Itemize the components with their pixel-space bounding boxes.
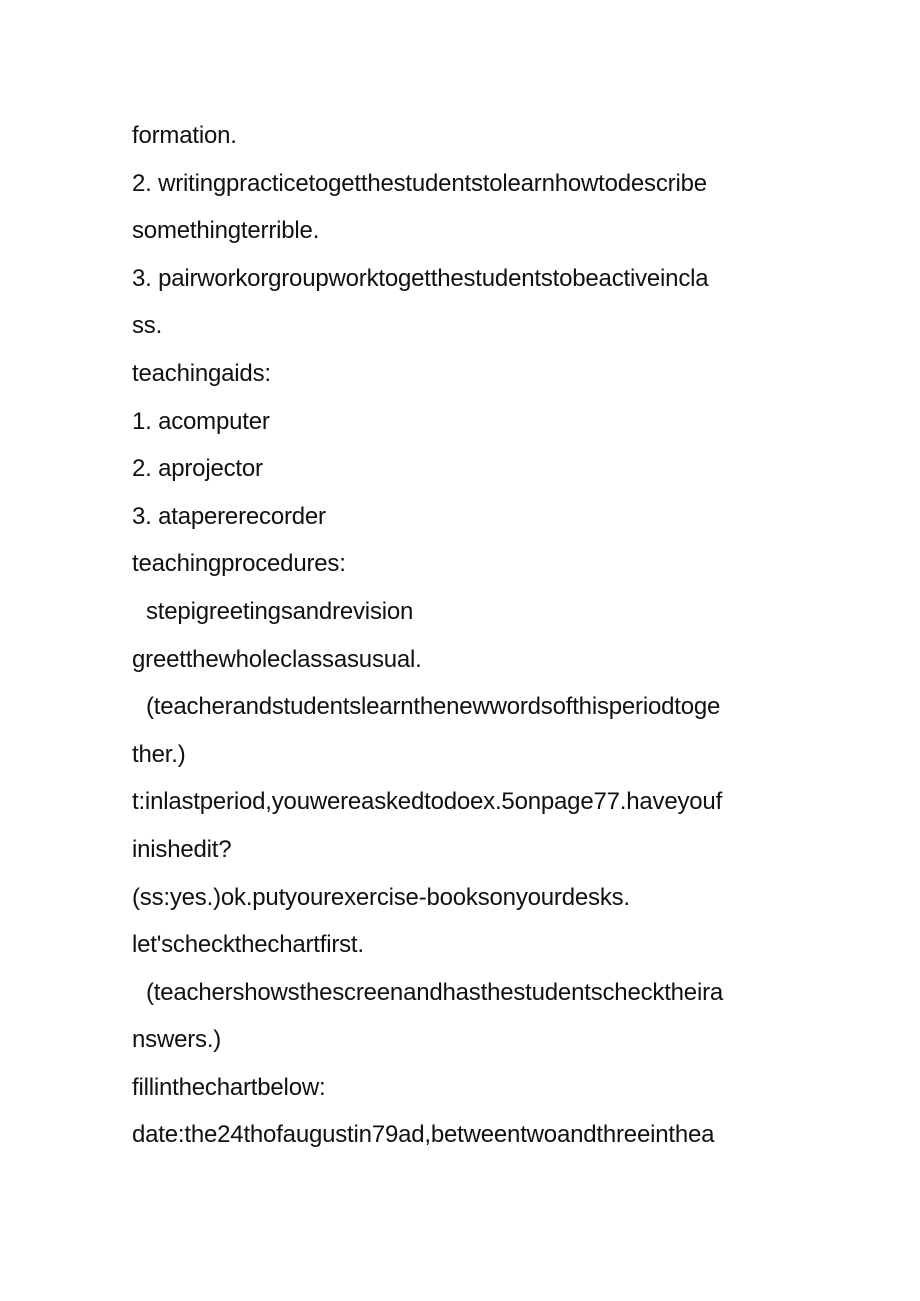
text-line: ss.: [132, 312, 163, 340]
text-line: stepigreetingsandrevision: [146, 597, 414, 625]
text-line: (teachershowsthescreenandhasthestudentschecktheira: [146, 978, 724, 1006]
text-line: teachingprocedures:: [132, 550, 346, 578]
text-line: 1. acomputer: [132, 407, 270, 435]
document-body: [132, 117, 792, 1164]
text-line: t:inlastperiod,youwereaskedtodoex.5onpage77.haveyouf: [132, 788, 723, 816]
text-line: greetthewholeclassasusual.: [132, 645, 422, 673]
text-line: teachingaids:: [132, 359, 271, 387]
text-line: 3. atapererecorder: [132, 502, 326, 530]
text-line: fillinthechartbelow:: [132, 1073, 326, 1101]
text-line: 3. pairworkorgroupworktogetthestudentstobeactiveincla: [132, 264, 709, 292]
text-line: 2. writingpracticetogetthestudentstolearnhowtodescribe: [132, 169, 707, 197]
text-line: somethingterrible.: [132, 217, 320, 245]
text-line: ther.): [132, 740, 186, 768]
text-line: inishedit?: [132, 835, 232, 863]
text-line: nswers.): [132, 1026, 222, 1054]
text-line: 2. aprojector: [132, 455, 263, 483]
text-line: date:the24thofaugustin79ad,betweentwoandthreeinthea: [132, 1121, 715, 1149]
text-line: (teacherandstudentslearnthenewwordsofthisperiodtoge: [146, 693, 721, 721]
text-line: let'scheckthechartfirst.: [132, 931, 364, 959]
text-line: (ss:yes.)ok.putyourexercise-booksonyourdesks.: [132, 883, 630, 911]
text-line: formation.: [132, 122, 237, 149]
